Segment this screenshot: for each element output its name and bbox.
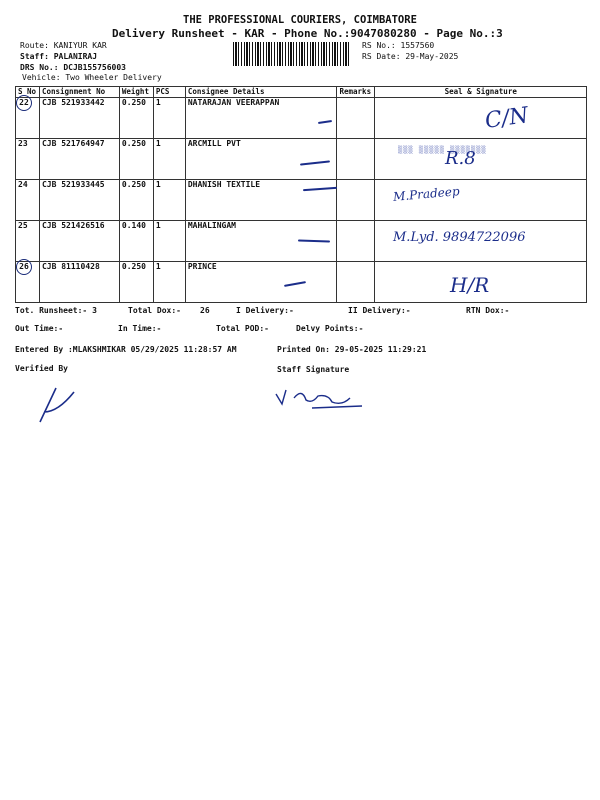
consignee: MAHALINGAM: [185, 221, 337, 262]
total-dox-value: 26: [200, 306, 210, 315]
total-dox-label: Total Dox:-: [128, 306, 181, 315]
signature-cell: [375, 139, 587, 180]
col-weight: Weight: [119, 87, 153, 98]
signature-row-22: C/N: [483, 103, 531, 134]
weight: 0.250: [119, 262, 153, 303]
signature-row-25: M.Lyd. 9894722096: [393, 230, 526, 245]
staff-label: Staff: PALANIRAJ: [20, 52, 98, 61]
staff-signature: [272, 384, 368, 414]
consignee: PRINCE: [185, 262, 337, 303]
verifier-signature: [34, 382, 80, 428]
consignee: DHANISH TEXTILE: [185, 180, 337, 221]
out-time: Out Time:-: [15, 324, 64, 333]
company-seal: ▒▒▒ ▒▒▒▒▒ ▒▒▒▒▒▒▒: [398, 146, 487, 154]
pcs: 1: [153, 221, 185, 262]
rs-number: RS No.: 1557560: [362, 41, 435, 50]
printed-on: Printed On: 29-05-2025 11:29:21: [277, 345, 427, 354]
weight: 0.250: [119, 98, 153, 139]
col-consignment: Consignment No: [39, 87, 119, 98]
vehicle-label: Vehicle: Two Wheeler Delivery: [22, 73, 162, 82]
total-pod: Total POD:-: [216, 324, 269, 333]
table-header-row: [16, 87, 587, 98]
remarks: [337, 98, 375, 139]
table-row: [16, 139, 587, 180]
col-remarks: Remarks: [337, 87, 375, 98]
table-row: [16, 180, 587, 221]
circled-sno: 26: [16, 259, 32, 275]
entered-by: Entered By :MLAKSHMIKAR 05/29/2025 11:28:57 AM: [15, 345, 237, 354]
runsheet-subtitle: Delivery Runsheet - KAR - Phone No.:9047080280 - Page No.:3: [112, 27, 503, 40]
consignment-no: CJB 521426516: [39, 221, 119, 262]
col-seal-signature: Seal & Signature: [375, 87, 587, 98]
pcs: 1: [153, 98, 185, 139]
pcs: 1: [153, 180, 185, 221]
remarks: [337, 262, 375, 303]
in-time: In Time:-: [118, 324, 162, 333]
consignment-no: CJB 81110428: [39, 262, 119, 303]
route-label: Route: KANIYUR KAR: [20, 41, 107, 50]
ii-delivery: II Delivery:-: [348, 306, 411, 315]
remarks: [337, 180, 375, 221]
sno: 25: [16, 221, 40, 262]
consignment-no: CJB 521933442: [39, 98, 119, 139]
col-consignee: Consignee Details: [185, 87, 337, 98]
sno: 24: [16, 180, 40, 221]
consignee: ARCMILL PVT: [185, 139, 337, 180]
verified-by-label: Verified By: [15, 364, 68, 373]
remarks: [337, 221, 375, 262]
weight: 0.140: [119, 221, 153, 262]
signature-row-23: R.8: [445, 148, 476, 169]
signature-row-26: H/R: [450, 273, 490, 297]
rs-date: RS Date: 29-May-2025: [362, 52, 459, 61]
pcs: 1: [153, 262, 185, 303]
pcs: 1: [153, 139, 185, 180]
weight: 0.250: [119, 180, 153, 221]
staff-signature-label: Staff Signature: [277, 365, 350, 374]
company-title: THE PROFESSIONAL COURIERS, COIMBATORE: [183, 14, 417, 26]
signature-cell: [375, 98, 587, 139]
circled-sno: 22: [16, 95, 32, 111]
consignee: NATARAJAN VEERAPPAN: [185, 98, 337, 139]
consignment-no: CJB 521764947: [39, 139, 119, 180]
delvy-points: Delvy Points:-: [296, 324, 364, 333]
col-sno: S No: [16, 87, 40, 98]
sno: 23: [16, 139, 40, 180]
rtn-dox: RTN Dox:-: [466, 306, 510, 315]
consignment-no: CJB 521933445: [39, 180, 119, 221]
remarks: [337, 139, 375, 180]
weight: 0.250: [119, 139, 153, 180]
barcode: [233, 42, 351, 66]
tot-runsheet: Tot. Runsheet:- 3: [15, 306, 97, 315]
signature-row-24: M.Pradeep: [392, 184, 461, 204]
drs-number: DRS No.: DCJB155756003: [20, 63, 126, 72]
i-delivery: I Delivery:-: [236, 306, 294, 315]
col-pcs: PCS: [153, 87, 185, 98]
